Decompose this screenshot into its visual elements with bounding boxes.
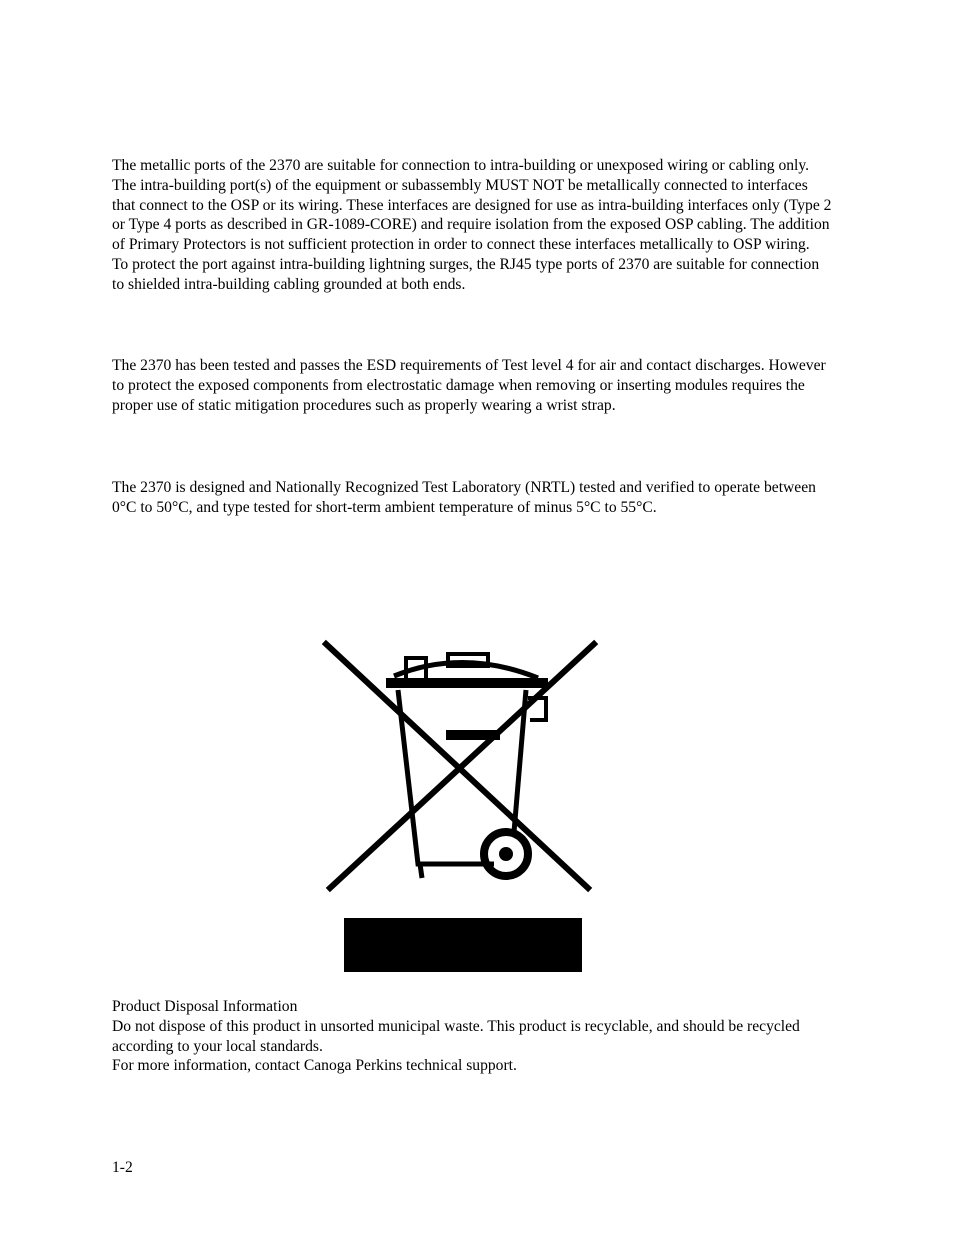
- osp-paragraph: The metallic ports of the 2370 are suitable for connection to intra-building or unexposed wiring or cabling only. The intra-building port(s) of the equipment or subassembly MUST NOT be metallically connected to interfaces that connect to the OSP or its wiring. These interfaces are designed for use as intra-building interfaces only (Type 2 or Type 4 ports as described in GR-1089-CORE) and require isolation from the exposed OSP cabling. The addition of Primary Protectors is not sufficient protection in order to connect these interfaces metallically to OSP wiring.: [112, 157, 832, 254]
- disposal-section: [112, 997, 832, 1076]
- disposal-title: Product Disposal Information: [112, 998, 298, 1015]
- temperature-section: [112, 478, 832, 518]
- osp-wiring-section: [112, 156, 832, 295]
- esd-paragraph: The 2370 has been tested and passes the ESD requirements of Test level 4 for air and contact discharges. However to protect the exposed components from electrostatic damage when removing or inserting modules requires the proper use of static mitigation procedures such as properly wearing a wrist strap.: [112, 357, 826, 414]
- esd-section: [112, 356, 832, 415]
- temperature-paragraph: The 2370 is designed and Nationally Recognized Test Laboratory (NRTL) tested and verified to operate between 0°C to 50°C, and type tested for short-term ambient temperature of minus 5°C to 55°C.: [112, 479, 816, 516]
- crossed-out-wheeled-bin-icon: [318, 638, 608, 978]
- lightning-surge-paragraph: To protect the port against intra-building lightning surges, the RJ45 type ports of 2370 are suitable for connection to shielded intra-building cabling grounded at both ends.: [112, 255, 820, 293]
- page-number: 1-2: [112, 1159, 133, 1176]
- support-contact-paragraph: For more information, contact Canoga Perkins technical support.: [112, 1057, 517, 1075]
- disposal-paragraph: Do not dispose of this product in unsorted municipal waste. This product is recyclable, and should be recycled according to your local standards.: [112, 1017, 800, 1055]
